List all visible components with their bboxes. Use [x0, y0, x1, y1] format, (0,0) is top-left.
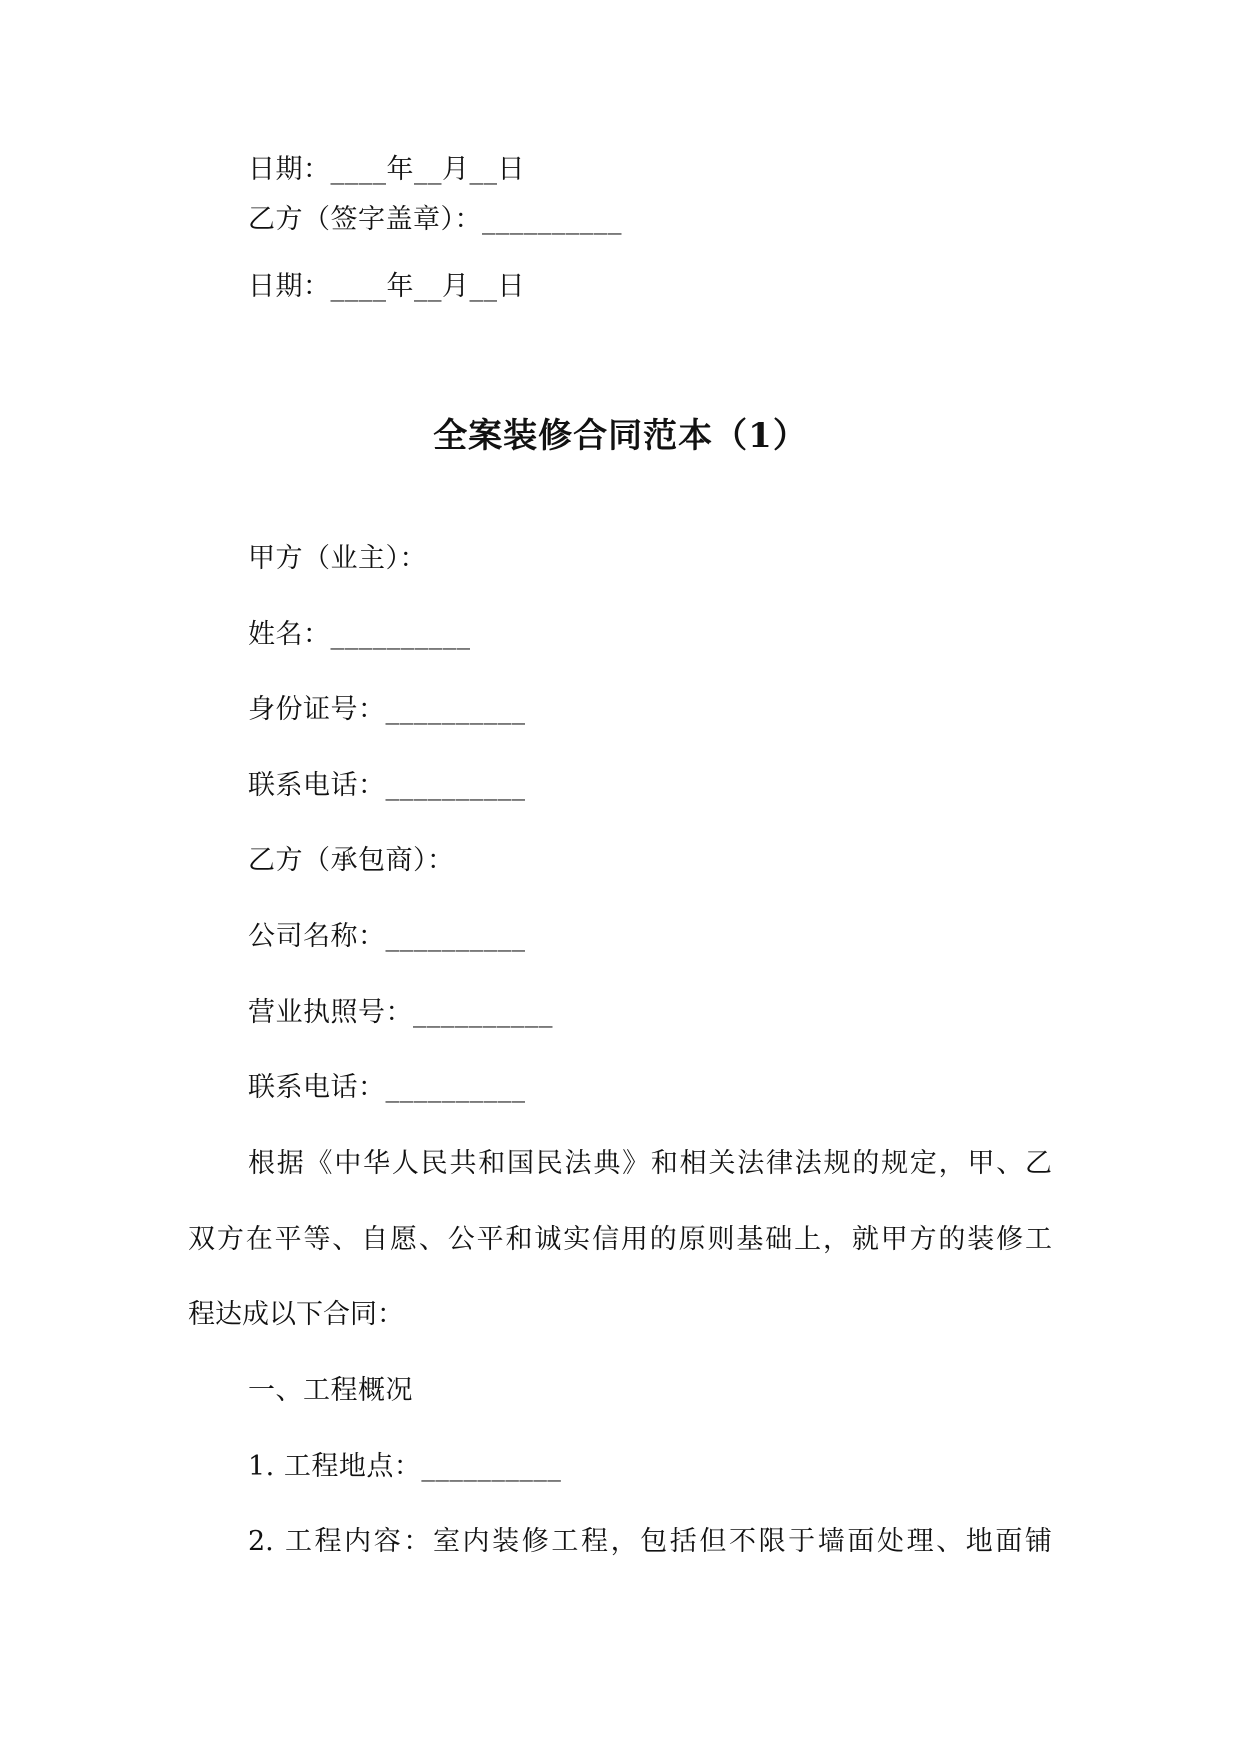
section-1-heading: 一、工程概况 [248, 1375, 413, 1406]
party-a-name-line: 姓名：__________ [248, 619, 471, 650]
party-a-heading: 甲方（业主）： [248, 543, 427, 574]
party-b-heading: 乙方（承包商）： [248, 845, 455, 876]
party-b-license-line: 营业执照号：__________ [248, 997, 553, 1028]
section-1-item-2: 2. 工程内容：室内装修工程，包括但不限于墙面处理、地面铺 [248, 1526, 1052, 1557]
signature-date-line-2: 日期：____年__月__日 [248, 271, 525, 302]
preamble-line-2: 双方在平等、自愿、公平和诚实信用的原则基础上，就甲方的装修工 [188, 1224, 1052, 1255]
party-a-id-line: 身份证号：__________ [248, 694, 526, 725]
preamble-line-1: 根据《中华人民共和国民法典》和相关法律法规的规定，甲、乙 [248, 1148, 1052, 1179]
contract-title: 全案装修合同范本（1） [433, 416, 808, 456]
party-b-company-line: 公司名称：__________ [248, 921, 526, 952]
party-b-signature-line: 乙方（签字盖章）：__________ [248, 204, 622, 235]
signature-date-line-1: 日期：____年__月__日 [248, 154, 525, 185]
party-b-phone-line: 联系电话：__________ [248, 1072, 526, 1103]
party-a-phone-line: 联系电话：__________ [248, 770, 526, 801]
section-1-item-1: 1. 工程地点：__________ [248, 1451, 562, 1482]
preamble-line-3: 程达成以下合同： [188, 1299, 404, 1330]
